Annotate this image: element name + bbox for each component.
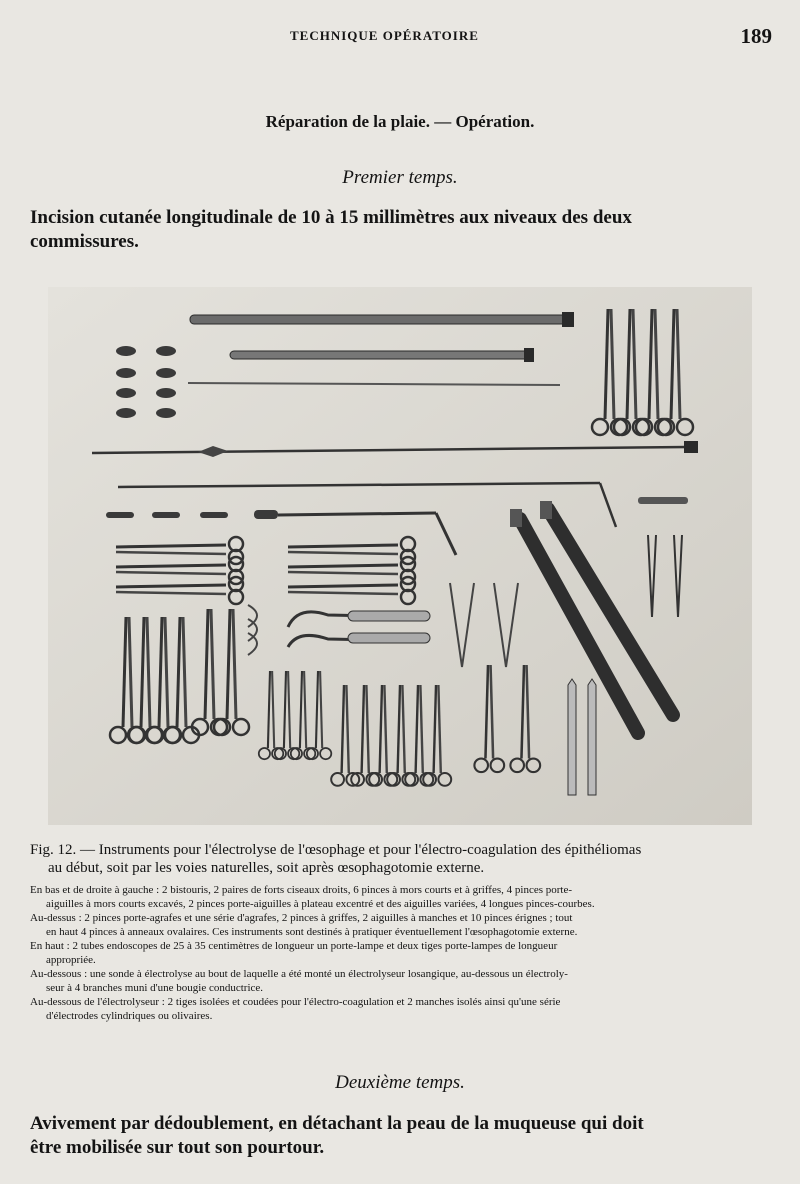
instruments-illustration	[48, 287, 752, 825]
step-1-text-line-2: commissures.	[30, 231, 139, 252]
legend-line: en haut 4 pinces à anneaux ovalaires. Ces instruments sont destinés à pratiquer éventuellement l'œsophagotomie externe.	[46, 926, 578, 938]
legend-paragraph	[30, 911, 778, 939]
figure-caption	[30, 841, 772, 877]
legend-paragraph	[30, 967, 778, 995]
legend-line: d'électrodes cylindriques ou olivaires.	[46, 1010, 213, 1022]
figure-caption-line-2: au début, soit par les voies naturelles, soit après œsophagotomie externe.	[48, 860, 485, 876]
legend-line: En haut : 2 tubes endoscopes de 25 à 35 centimètres de longueur un porte-lampe et deux tiges porte-lampes de longueur	[30, 940, 558, 952]
step-2-text	[30, 1112, 775, 1160]
legend-line: Au-dessous de l'électrolyseur : 2 tiges isolées et coudées pour l'électro-coagulation et 2 manches isolés ainsi qu'une série	[30, 996, 561, 1008]
legend-line: Au-dessus : 2 pinces porte-agrafes et une série d'agrafes, 2 pinces à griffes, 2 aiguilles à manches et 10 pinces érignes ; tout	[30, 912, 573, 924]
section-title: Réparation de la plaie. — Opération.	[265, 112, 535, 131]
figure-legend	[30, 883, 778, 1023]
step-1-text	[30, 206, 775, 254]
legend-line: appropriée.	[46, 954, 96, 966]
legend-line: En bas et de droite à gauche : 2 bistouris, 2 paires de forts ciseaux droits, 6 pinces à mors courts et à griffes, 4 pinces porte-	[30, 884, 573, 896]
page-number: 189	[740, 24, 772, 48]
figure-caption-line-1: Fig. 12. — Instruments pour l'électrolyse de l'œsophage et pour l'électro-coagulation des épithéliomas	[30, 842, 642, 858]
legend-paragraph	[30, 995, 778, 1023]
instruments-photograph	[48, 287, 752, 825]
step-1-title: Premier temps.	[342, 167, 458, 188]
running-title: TECHNIQUE OPÉRATOIRE	[290, 28, 479, 43]
legend-paragraph	[30, 939, 778, 967]
legend-line: Au-dessous : une sonde à électrolyse au bout de laquelle a été monté un électrolyseur losangique, au-dessous un électroly-	[30, 968, 568, 980]
step-2-title: Deuxième temps.	[335, 1072, 465, 1093]
step-2-text-line-2: être mobilisée sur tout son pourtour.	[30, 1137, 325, 1158]
legend-line: seur à 4 branches muni d'une bougie conductrice.	[46, 982, 264, 994]
step-2-text-line-1: Avivement par dédoublement, en détachant la peau de la muqueuse qui doit	[30, 1113, 644, 1134]
legend-line: aiguilles à mors courts excavés, 2 pinces porte-aiguilles à plateau excentré et des aiguilles variées, 4 longues pinces-courbes.	[46, 898, 595, 910]
step-1-text-line-1: Incision cutanée longitudinale de 10 à 15 millimètres aux niveaux des deux	[30, 207, 632, 228]
page-header	[0, 26, 800, 50]
legend-paragraph	[30, 883, 778, 911]
